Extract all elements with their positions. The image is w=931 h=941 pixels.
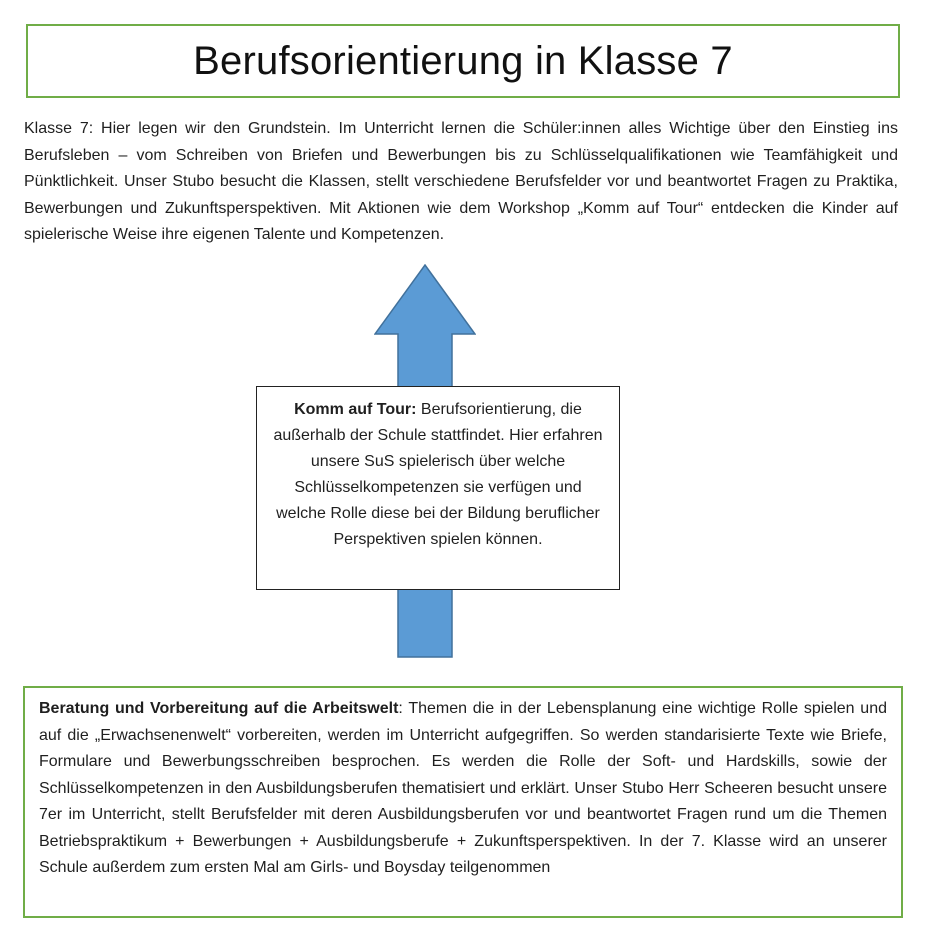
beratung-heading: Beratung und Vorbereitung auf die Arbeitswelt	[39, 700, 399, 717]
komm-auf-tour-box	[256, 386, 620, 590]
beratung-box	[23, 686, 903, 918]
title-box	[26, 24, 900, 98]
intro-paragraph: Klasse 7: Hier legen wir den Grundstein. Im Unterricht lernen die Schüler:innen alles Wichtige über den Einstieg ins Berufsleben – vom Schreiben von Briefen und Bewerbungen bis zu Schlüsselqualifikationen wie Teamfähigkeit und Pünktlichkeit. Unser Stubo besucht die Klassen, stellt verschiedene Berufsfelder vor und beantwortet Fragen zu Praktika, Bewerbungen und Zukunftsperspektiven. Mit Aktionen wie dem Workshop „Komm auf Tour“ entdecken die Kinder auf spielerische Weise ihre eigenen Talente und Kompetenzen.	[24, 120, 898, 243]
beratung-text: : Themen die in der Lebensplanung eine wichtige Rolle spielen und auf die „Erwachsenenwelt“ vorbereiten, werden im Unterricht aufgegriffen. So werden standarisierte Texte wie Briefe, Formulare und Bewerbungsschreiben besprochen. Es werden die Rolle der Soft- und Hardskills, sowie der Schlüsselkompetenzen in den Ausbildungsberufen thematisiert und erklärt. Unser Stubo Herr Scheeren besucht unsere 7er im Unterricht, stellt Berufsfelder mit deren Ausbildungsberufen vor und beantwortet Fragen rund um die Themen Betriebspraktikum + Bewerbungen + Ausbildungsberufe + Zukunftsperspektiven. In der 7. Klasse wird an unserer Schule außerdem zum ersten Mal am Girls- und Boysday teilgenommen	[39, 700, 887, 876]
tour-text: Berufsorientierung, die außerhalb der Schule stattfindet. Hier erfahren unsere SuS spielerisch über welche Schlüsselkompetenzen sie verfügen und welche Rolle diese bei der Bildung beruflicher Perspektiven spielen können.	[273, 401, 603, 548]
tour-heading: Komm auf Tour:	[294, 401, 417, 418]
page-title: Berufsorientierung in Klasse 7	[193, 38, 733, 83]
